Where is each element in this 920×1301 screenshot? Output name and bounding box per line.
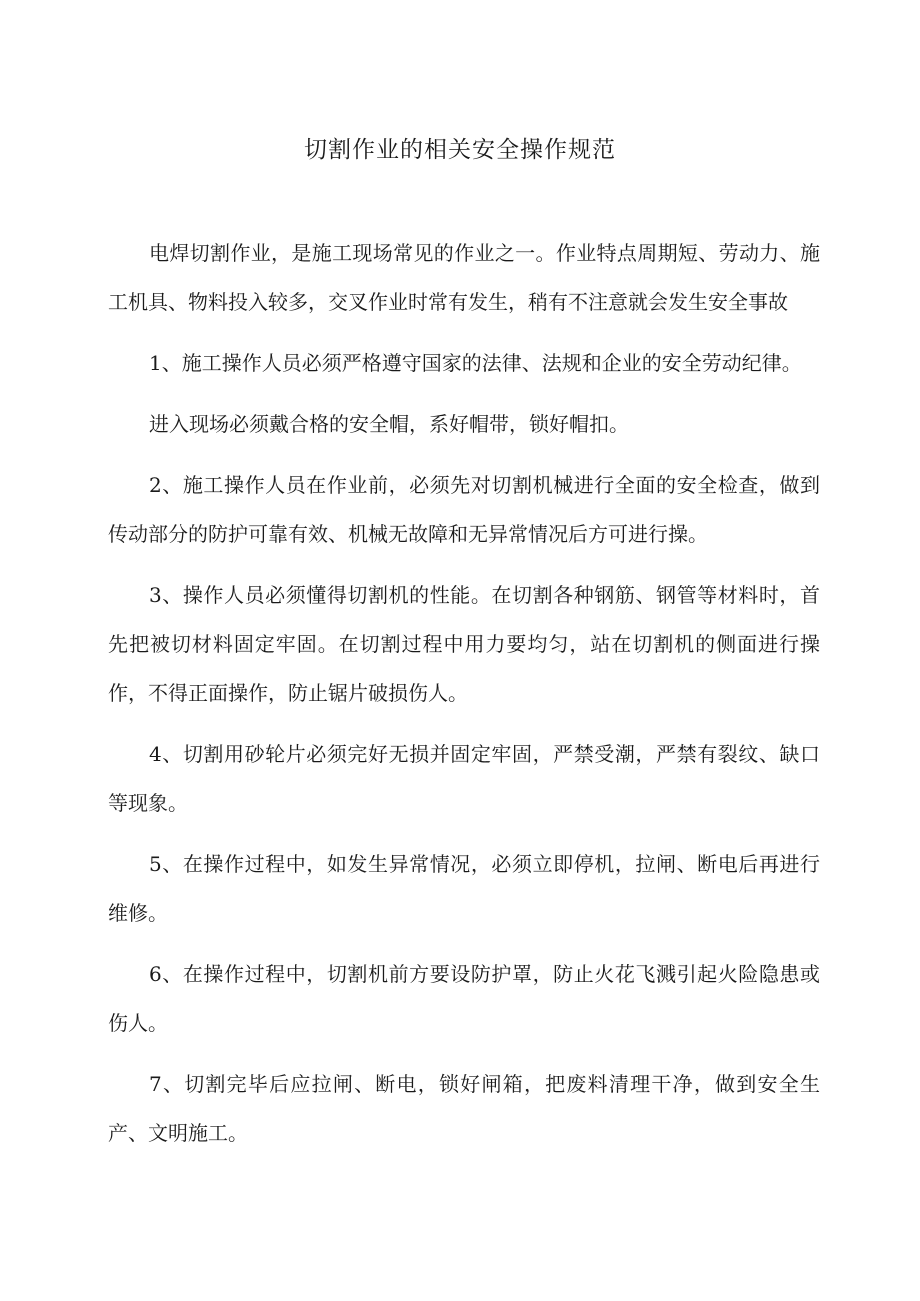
rule-6-paragraph: 6、在操作过程中，切割机前方要设防护罩，防止火花飞溅引起火险隐患或伤人。 xyxy=(108,962,820,1035)
intro-paragraph: 电焊切割作业，是施工现场常见的作业之一。作业特点周期短、劳动力、施工机具、物料投入较多，交叉作业时常有发生，稍有不注意就会发生安全事故 xyxy=(108,241,820,314)
rule-3-paragraph: 3、操作人员必须懂得切割机的性能。在切割各种钢筋、钢管等材料时，首先把被切材料固定牢固。在切割过程中用力要均匀，站在切割机的侧面进行操作，不得正面操作，防止锯片破损伤人。 xyxy=(108,583,820,705)
rule-5-paragraph: 5、在操作过程中，如发生异常情况，必须立即停机，拉闸、断电后再进行维修。 xyxy=(108,852,820,925)
rule-2-paragraph: 2、施工操作人员在作业前，必须先对切割机械进行全面的安全检查，做到传动部分的防护可靠有效、机械无故障和无异常情况后方可进行操。 xyxy=(108,473,820,546)
document-title: 切割作业的相关安全操作规范 xyxy=(304,137,616,163)
rule-4-paragraph: 4、切割用砂轮片必须完好无损并固定牢固，严禁受潮，严禁有裂纹、缺口等现象。 xyxy=(108,742,820,815)
rule-7-paragraph: 7、切割完毕后应拉闸、断电，锁好闸箱，把废料清理干净，做到安全生产、文明施工。 xyxy=(108,1072,820,1145)
rule-1-note-paragraph: 进入现场必须戴合格的安全帽，系好帽带，锁好帽扣。 xyxy=(149,412,629,436)
document-body xyxy=(108,229,820,1170)
rule-1-paragraph: 1、施工操作人员必须严格遵守国家的法律、法规和企业的安全劳动纪律。 xyxy=(149,351,802,375)
